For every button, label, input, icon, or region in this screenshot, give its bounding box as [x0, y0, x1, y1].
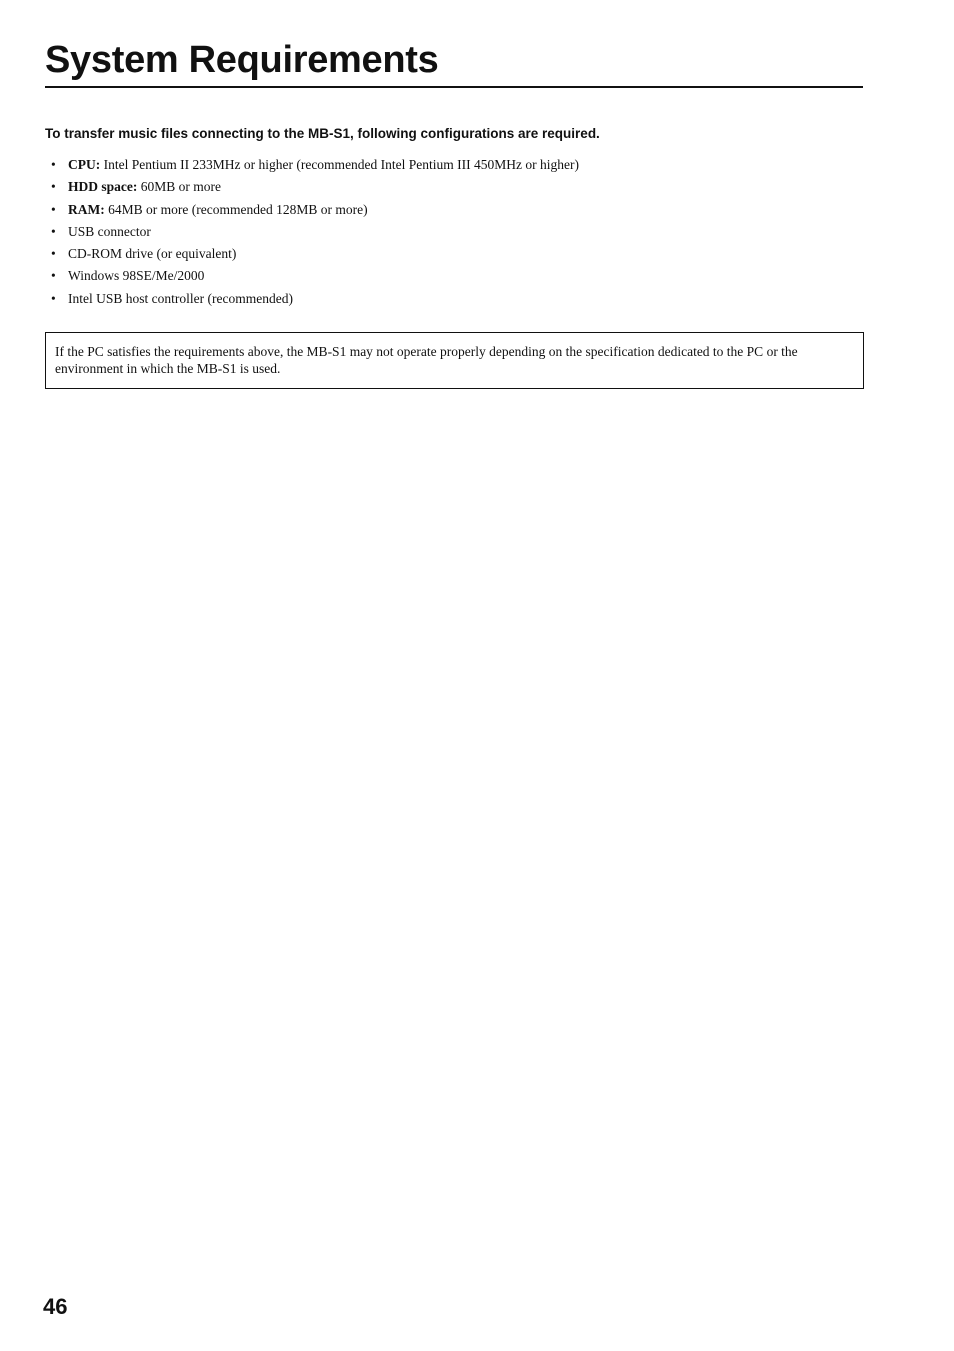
bullet-icon: •	[51, 157, 56, 172]
requirement-label: RAM:	[68, 201, 105, 217]
bullet-icon: •	[51, 179, 56, 195]
list-item	[45, 221, 579, 243]
list-item	[45, 265, 579, 287]
requirement-label: HDD space:	[68, 179, 138, 195]
requirement-text: Intel USB host controller (recommended)	[68, 290, 293, 306]
list-item	[45, 243, 579, 265]
list-item	[45, 199, 579, 221]
requirement-text: CD-ROM drive (or equivalent)	[68, 246, 237, 262]
requirement-text: Intel Pentium II 233MHz or higher (recommended Intel Pentium III 450MHz or higher)	[103, 157, 579, 172]
requirement-text: Windows 98SE/Me/2000	[68, 268, 205, 284]
bullet-icon: •	[51, 223, 56, 239]
list-item	[45, 176, 579, 198]
requirement-text: 64MB or more (recommended 128MB or more)	[108, 201, 368, 217]
bullet-icon: •	[51, 290, 56, 306]
bullet-icon: •	[51, 268, 56, 284]
list-item	[45, 154, 579, 176]
requirement-label: CPU:	[68, 157, 101, 172]
list-item	[45, 288, 579, 310]
requirements-list	[45, 154, 579, 310]
note-box: If the PC satisfies the requirements above, the MB-S1 may not operate properly depending on the specification dedicated to the PC or the environment in which the MB-S1 is used.	[45, 332, 864, 389]
bullet-icon: •	[51, 201, 56, 217]
page-title: System Requirements	[45, 38, 863, 88]
requirement-text: USB connector	[68, 223, 151, 239]
requirement-text: 60MB or more	[140, 179, 221, 195]
bullet-icon: •	[51, 246, 56, 262]
intro-text: To transfer music files connecting to the MB-S1, following configurations are required.	[45, 126, 600, 141]
page-number: 46	[43, 1294, 68, 1319]
